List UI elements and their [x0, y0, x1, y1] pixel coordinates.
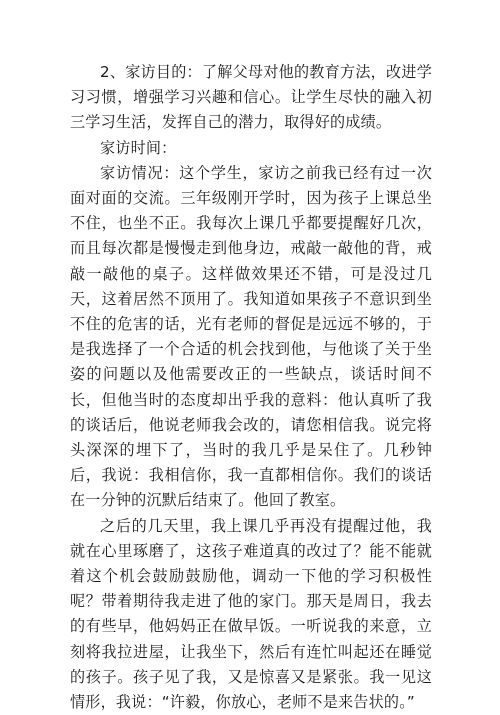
visit-situation-paragraph: 家访情况：这个学生，家访之前我已经有过一次面对面的交流。三年级刚开学时，因为孩子上课总坐不住，也坐不正。我每次上课几乎都要提醒好几次，而且每次都是慢慢走到他身边，戒敲一敲他的背，戒敲一敲他的桌子。这样做效果还不错，可是没过几天，这着居然不顶用了。我知道如果孩子不意识到坐不住的危害的话，光有老师的督促是远远不够的，于是我选择了一个合适的机会找到他，与他谈了关于坐姿的问题以及他需要改正的一些缺点，谈话时间不长，但他当时的态度却出乎我的意料：他认真听了我的谈话后，他说老师我会改的，请您相信我。说完将头深深的埋下了，当时的我几乎是呆住了。几秒钟后，我说：我相信你，我一直都相信你。我们的谈话在一分钟的沉默后结束了。他回了教室。 [70, 163, 432, 510]
document-body [70, 60, 432, 715]
subsequent-days-paragraph: 之后的几天里，我上课几乎再没有提醒过他，我就在心里琢磨了，这孩子难道真的改过了？能不能就着这个机会鼓励鼓励他，调动一下他的学习积极性呢？带着期待我走进了他的家门。那天是周日，我去的有些早，他妈妈正在做早饭。一听说我的来意，立刻将我拉进屋，让我坐下，然后有连忙叫起还在睡觉的孩子。孩子见了我，又是惊喜又是紧张。我一见这情形，我说：“许毅，你放心，老师不是来告状的。” [70, 516, 432, 712]
visit-time-paragraph: 家访时间： [100, 138, 177, 157]
visit-goal-paragraph: 2、家访目的：了解父母对他的教育方法，改进学习习惯，增强学习兴趣和信心。让学生尽快的融入初三学习生活，发挥自己的潜力，取得好的成绩。 [70, 63, 432, 132]
